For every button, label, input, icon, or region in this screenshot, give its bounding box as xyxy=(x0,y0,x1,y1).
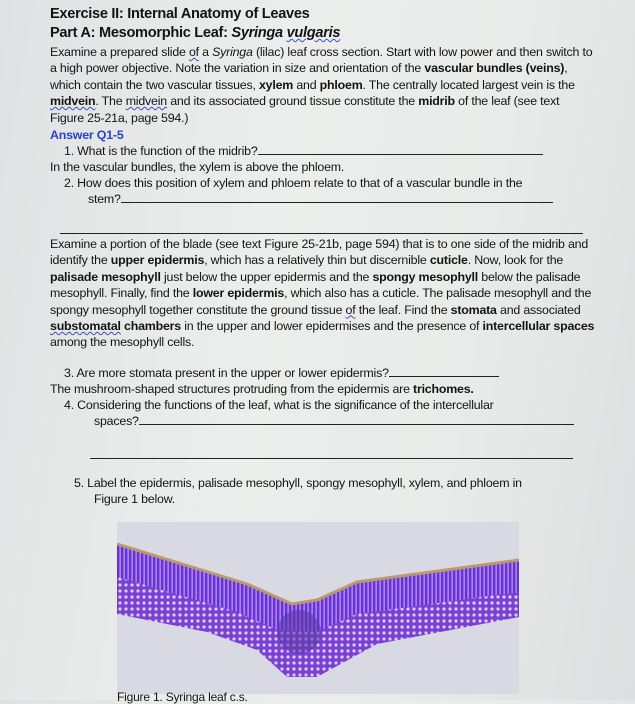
text-segment: Examine a portion of the blade (see text Figure 25-21b, page 594) that is to one side of the midrib and identify the xyxy=(50,237,589,268)
leaf-cross-section-figure xyxy=(117,522,519,694)
text-segment: and associated xyxy=(496,302,581,317)
trichomes-term: trichomes. xyxy=(413,382,474,396)
text-segment: of xyxy=(188,45,199,59)
text-segment: upper epidermis xyxy=(110,253,205,268)
question-2-cont xyxy=(50,191,633,207)
question-2: 2. How does this position of xylem and phloem relate to that of a vascular bundle in the xyxy=(64,176,523,190)
question-4: 4. Considering the functions of the leaf, what is the significance of the intercellular xyxy=(64,398,494,412)
text-segment: below the palisade mesophyll. Finally, find the xyxy=(50,269,581,301)
text-segment: cuticle xyxy=(429,253,468,268)
text-segment: intercellular spaces xyxy=(482,319,595,334)
note-xylem-phloem: In the vascular bundles, the xylem is above the phloem. xyxy=(50,160,345,174)
q4-text: spaces? xyxy=(94,414,139,428)
note-text: The mushroom-shaped structures protruding from the epidermis are xyxy=(50,382,414,396)
text-segment: vascular bundles (veins) xyxy=(424,61,565,76)
part-prefix: Part A: Mesomorphic Leaf: xyxy=(50,25,232,41)
intro-paragraph xyxy=(50,44,595,126)
text-segment: (lilac) leaf cross section. Start with low power and then switch to a high power objective. Note the variation in size and orientation of the xyxy=(50,45,593,76)
text-segment: the leaf. Find the xyxy=(355,302,451,317)
text-segment: palisade mesophyll xyxy=(50,269,161,284)
text-segment: a xyxy=(198,45,213,59)
text-segment: , which contain the two vascular tissues, xyxy=(50,61,568,92)
question-5-cont: Figure 1 below. xyxy=(94,492,176,506)
question-1 xyxy=(50,143,609,159)
text-segment: Examine a prepared slide xyxy=(50,45,189,59)
answer-line-4[interactable] xyxy=(139,413,574,425)
figure-caption: Figure 1. Syringa leaf c.s. xyxy=(117,690,248,704)
text-segment: just below the upper epidermis and the xyxy=(160,269,373,284)
text-segment: substomatal xyxy=(50,319,121,334)
question-3 xyxy=(50,365,609,381)
blade-paragraph xyxy=(50,236,595,351)
text-segment: midvein xyxy=(50,94,96,109)
question-4-cont xyxy=(50,413,635,429)
text-segment: among the mesophyll cells. xyxy=(50,335,195,350)
text-segment: of xyxy=(345,302,356,317)
text-segment: stomata xyxy=(450,302,497,317)
answer-line-2[interactable] xyxy=(121,191,553,203)
text-segment: in the upper and lower epidermises and the presence of xyxy=(181,319,483,334)
text-segment: and xyxy=(293,77,320,92)
answer-line-4b[interactable] xyxy=(90,458,573,459)
text-segment: and its associated ground tissue constitute the xyxy=(166,94,419,109)
genus: Syringa xyxy=(231,25,283,41)
text-segment: spongy mesophyll xyxy=(372,269,479,284)
answer-heading: Answer Q1-5 xyxy=(50,128,124,142)
note-trichomes xyxy=(50,381,595,397)
q2-text: stem? xyxy=(88,192,121,206)
text-segment: xylem xyxy=(258,77,294,92)
exercise-title: Exercise II: Internal Anatomy of Leaves xyxy=(50,6,310,22)
text-segment: lower epidermis xyxy=(192,286,285,301)
text-segment: . Now, look for the xyxy=(467,253,564,268)
text-segment: , which has a relatively thin but discernible xyxy=(204,253,430,268)
text-segment: midvein xyxy=(125,94,167,109)
text-segment: , which also has a cuticle. The palisade mesophyll and the spongy mesophyll together constitute the ground tissue xyxy=(50,286,592,317)
text-segment: . The centrally located largest vein is the xyxy=(362,77,575,92)
part-heading xyxy=(50,24,595,43)
text-segment: midrib xyxy=(418,94,455,109)
text-segment: . The xyxy=(95,94,126,109)
answer-line-3[interactable] xyxy=(389,365,499,377)
answer-line-1[interactable] xyxy=(258,143,543,155)
answer-line-2b[interactable] xyxy=(60,233,583,234)
text-segment: chambers xyxy=(124,319,181,334)
question-5: 5. Label the epidermis, palisade mesophyll, spongy mesophyll, xylem, and phloem in xyxy=(74,476,522,490)
q3-text: 3. Are more stomata present in the upper or lower epidermis? xyxy=(64,366,389,380)
species: vulgaris xyxy=(286,25,341,41)
text-segment: Syringa xyxy=(212,45,253,59)
text-segment: of the leaf (see text Figure 25-21a, page 594.) xyxy=(50,94,560,125)
text-segment: phloem xyxy=(319,77,363,92)
q1-text: 1. What is the function of the midrib? xyxy=(64,144,258,158)
